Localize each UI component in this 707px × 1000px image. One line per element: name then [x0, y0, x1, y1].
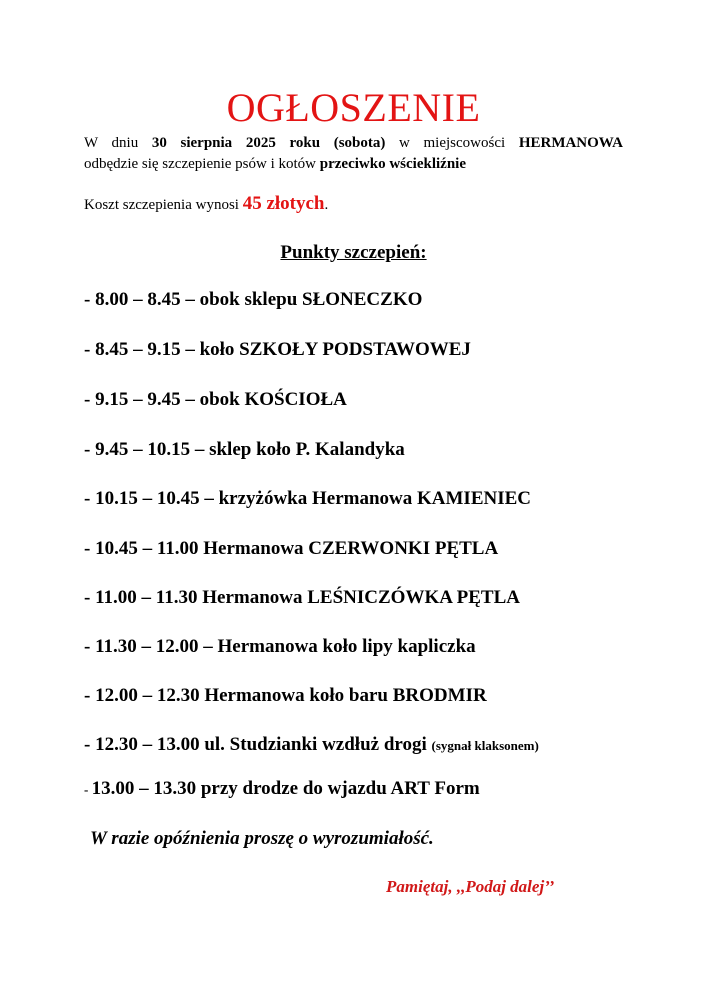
schedule-item: - 12.00 – 12.30 Hermanowa koło baru BRODMIR [84, 685, 487, 706]
schedule-item-text: - 12.30 – 13.00 ul. Studzianki wzdłuż drogi [84, 734, 432, 755]
intro-date: 30 sierpnia 2025 roku (sobota) [151, 135, 386, 151]
schedule-item-note: (sygnał klaksonem) [431, 738, 539, 753]
intro-paragraph [84, 133, 623, 175]
schedule-item: - 9.15 – 9.45 – obok KOŚCIOŁA [84, 389, 347, 410]
schedule-item: - 8.00 – 8.45 – obok sklepu SŁONECZKO [84, 289, 423, 310]
announcement-title: OGŁOSZENIE [226, 85, 481, 130]
schedule-item: - 10.45 – 11.00 Hermanowa CZERWONKI PĘTLA [84, 538, 499, 559]
schedule-item [84, 732, 539, 759]
intro-part1: W dniu [84, 135, 152, 151]
schedule-item: - 11.00 – 11.30 Hermanowa LEŚNICZÓWKA PĘTLA [84, 587, 520, 608]
schedule-item-text: 13.00 – 13.30 przy drodze do wjazdu ART Form [91, 778, 480, 799]
intro-against: przeciwko wściekliźnie [319, 156, 466, 172]
schedule-item [84, 776, 480, 803]
schedule-item: - 9.45 – 10.15 – sklep koło P. Kalandyka [84, 439, 405, 460]
schedule-heading: Punkty szczepień: [280, 242, 427, 263]
cost-line [84, 190, 623, 219]
schedule-item: - 10.15 – 10.45 – krzyżówka Hermanowa KAMIENIEC [84, 488, 532, 509]
cost-amount: 45 złotych [242, 193, 325, 214]
apology-note: W razie opóźnienia proszę o wyrozumiałość. [90, 828, 434, 849]
schedule-item-dash: - [84, 782, 92, 797]
intro-part3: odbędzie się szczepienie psów i kotów [84, 156, 320, 172]
schedule-item: - 8.45 – 9.15 – koło SZKOŁY PODSTAWOWEJ [84, 339, 471, 360]
intro-part2: w miejscowości [385, 135, 519, 151]
intro-line-1 [84, 133, 623, 154]
intro-place: HERMANOWA [518, 135, 623, 151]
schedule-item: - 11.30 – 12.00 – Hermanowa koło lipy kapliczka [84, 636, 476, 657]
cost-text: Koszt szczepienia wynosi [84, 197, 243, 213]
remember-note: Pamiętaj, ,,Podaj dalej’’ [386, 877, 555, 896]
intro-line-2 [84, 154, 623, 175]
cost-end: . [324, 197, 329, 213]
